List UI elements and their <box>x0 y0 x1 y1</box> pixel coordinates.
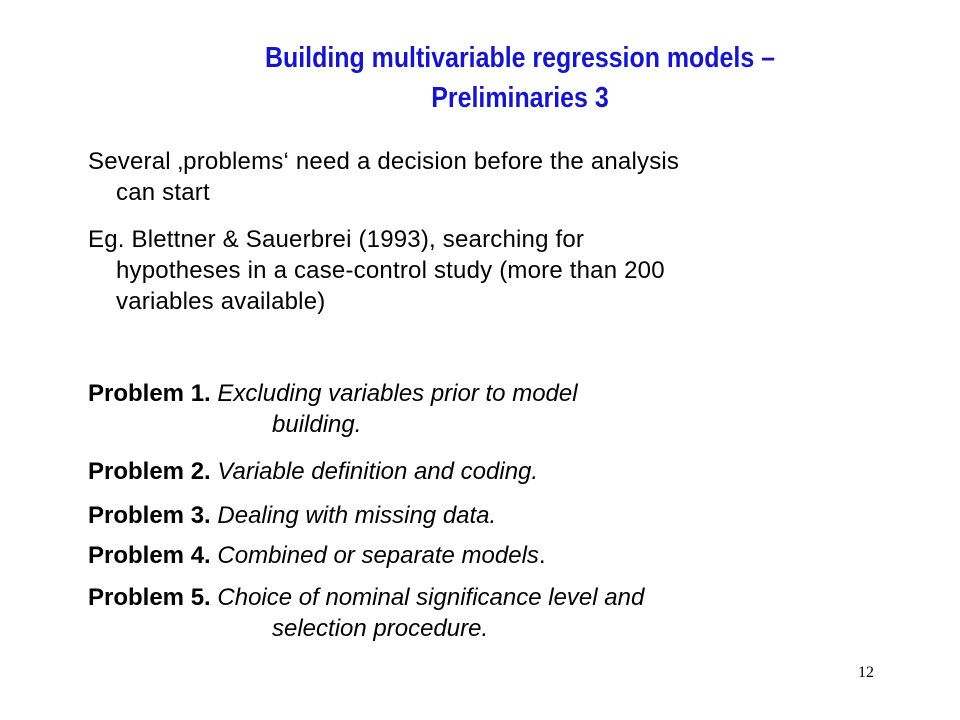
problem-description: Dealing with missing data. <box>217 502 497 529</box>
problem-item-3 <box>88 500 868 531</box>
problem-label: Problem 4. <box>88 542 211 569</box>
problem-item-5 <box>88 582 868 644</box>
problem-item-2 <box>88 456 868 487</box>
intro-paragraph <box>88 146 848 208</box>
problem-description: Variable definition and coding. <box>217 458 539 485</box>
example-line-1: Eg. Blettner & Sauerbrei (1993), searching for <box>88 226 585 253</box>
problem-description-continued: building. <box>272 411 362 438</box>
page-number: 12 <box>858 664 874 681</box>
problem-description-suffix: . <box>538 542 546 569</box>
example-paragraph <box>88 224 848 317</box>
slide-title <box>210 38 829 118</box>
intro-line-2: can start <box>116 179 210 206</box>
intro-line-1: Several ‚problems‘ need a decision before the analysis <box>88 148 680 175</box>
problem-description: Combined or separate models <box>217 542 539 569</box>
slide-title-line-1: Building multivariable regression models – <box>264 42 776 74</box>
problem-description-continued: selection procedure. <box>272 615 489 642</box>
problem-label: Problem 3. <box>88 502 211 529</box>
problem-description: Choice of nominal significance level and <box>217 584 645 611</box>
problem-item-1 <box>88 378 868 440</box>
problem-label: Problem 2. <box>88 458 211 485</box>
example-line-2: hypotheses in a case-control study (more than 200 <box>116 257 665 284</box>
problem-description: Excluding variables prior to model <box>217 380 578 407</box>
example-line-3: variables available) <box>116 288 326 315</box>
problem-label: Problem 1. <box>88 380 211 407</box>
problem-item-4 <box>88 540 868 571</box>
problem-label: Problem 5. <box>88 584 211 611</box>
slide-title-line-2: Preliminaries 3 <box>431 82 609 114</box>
